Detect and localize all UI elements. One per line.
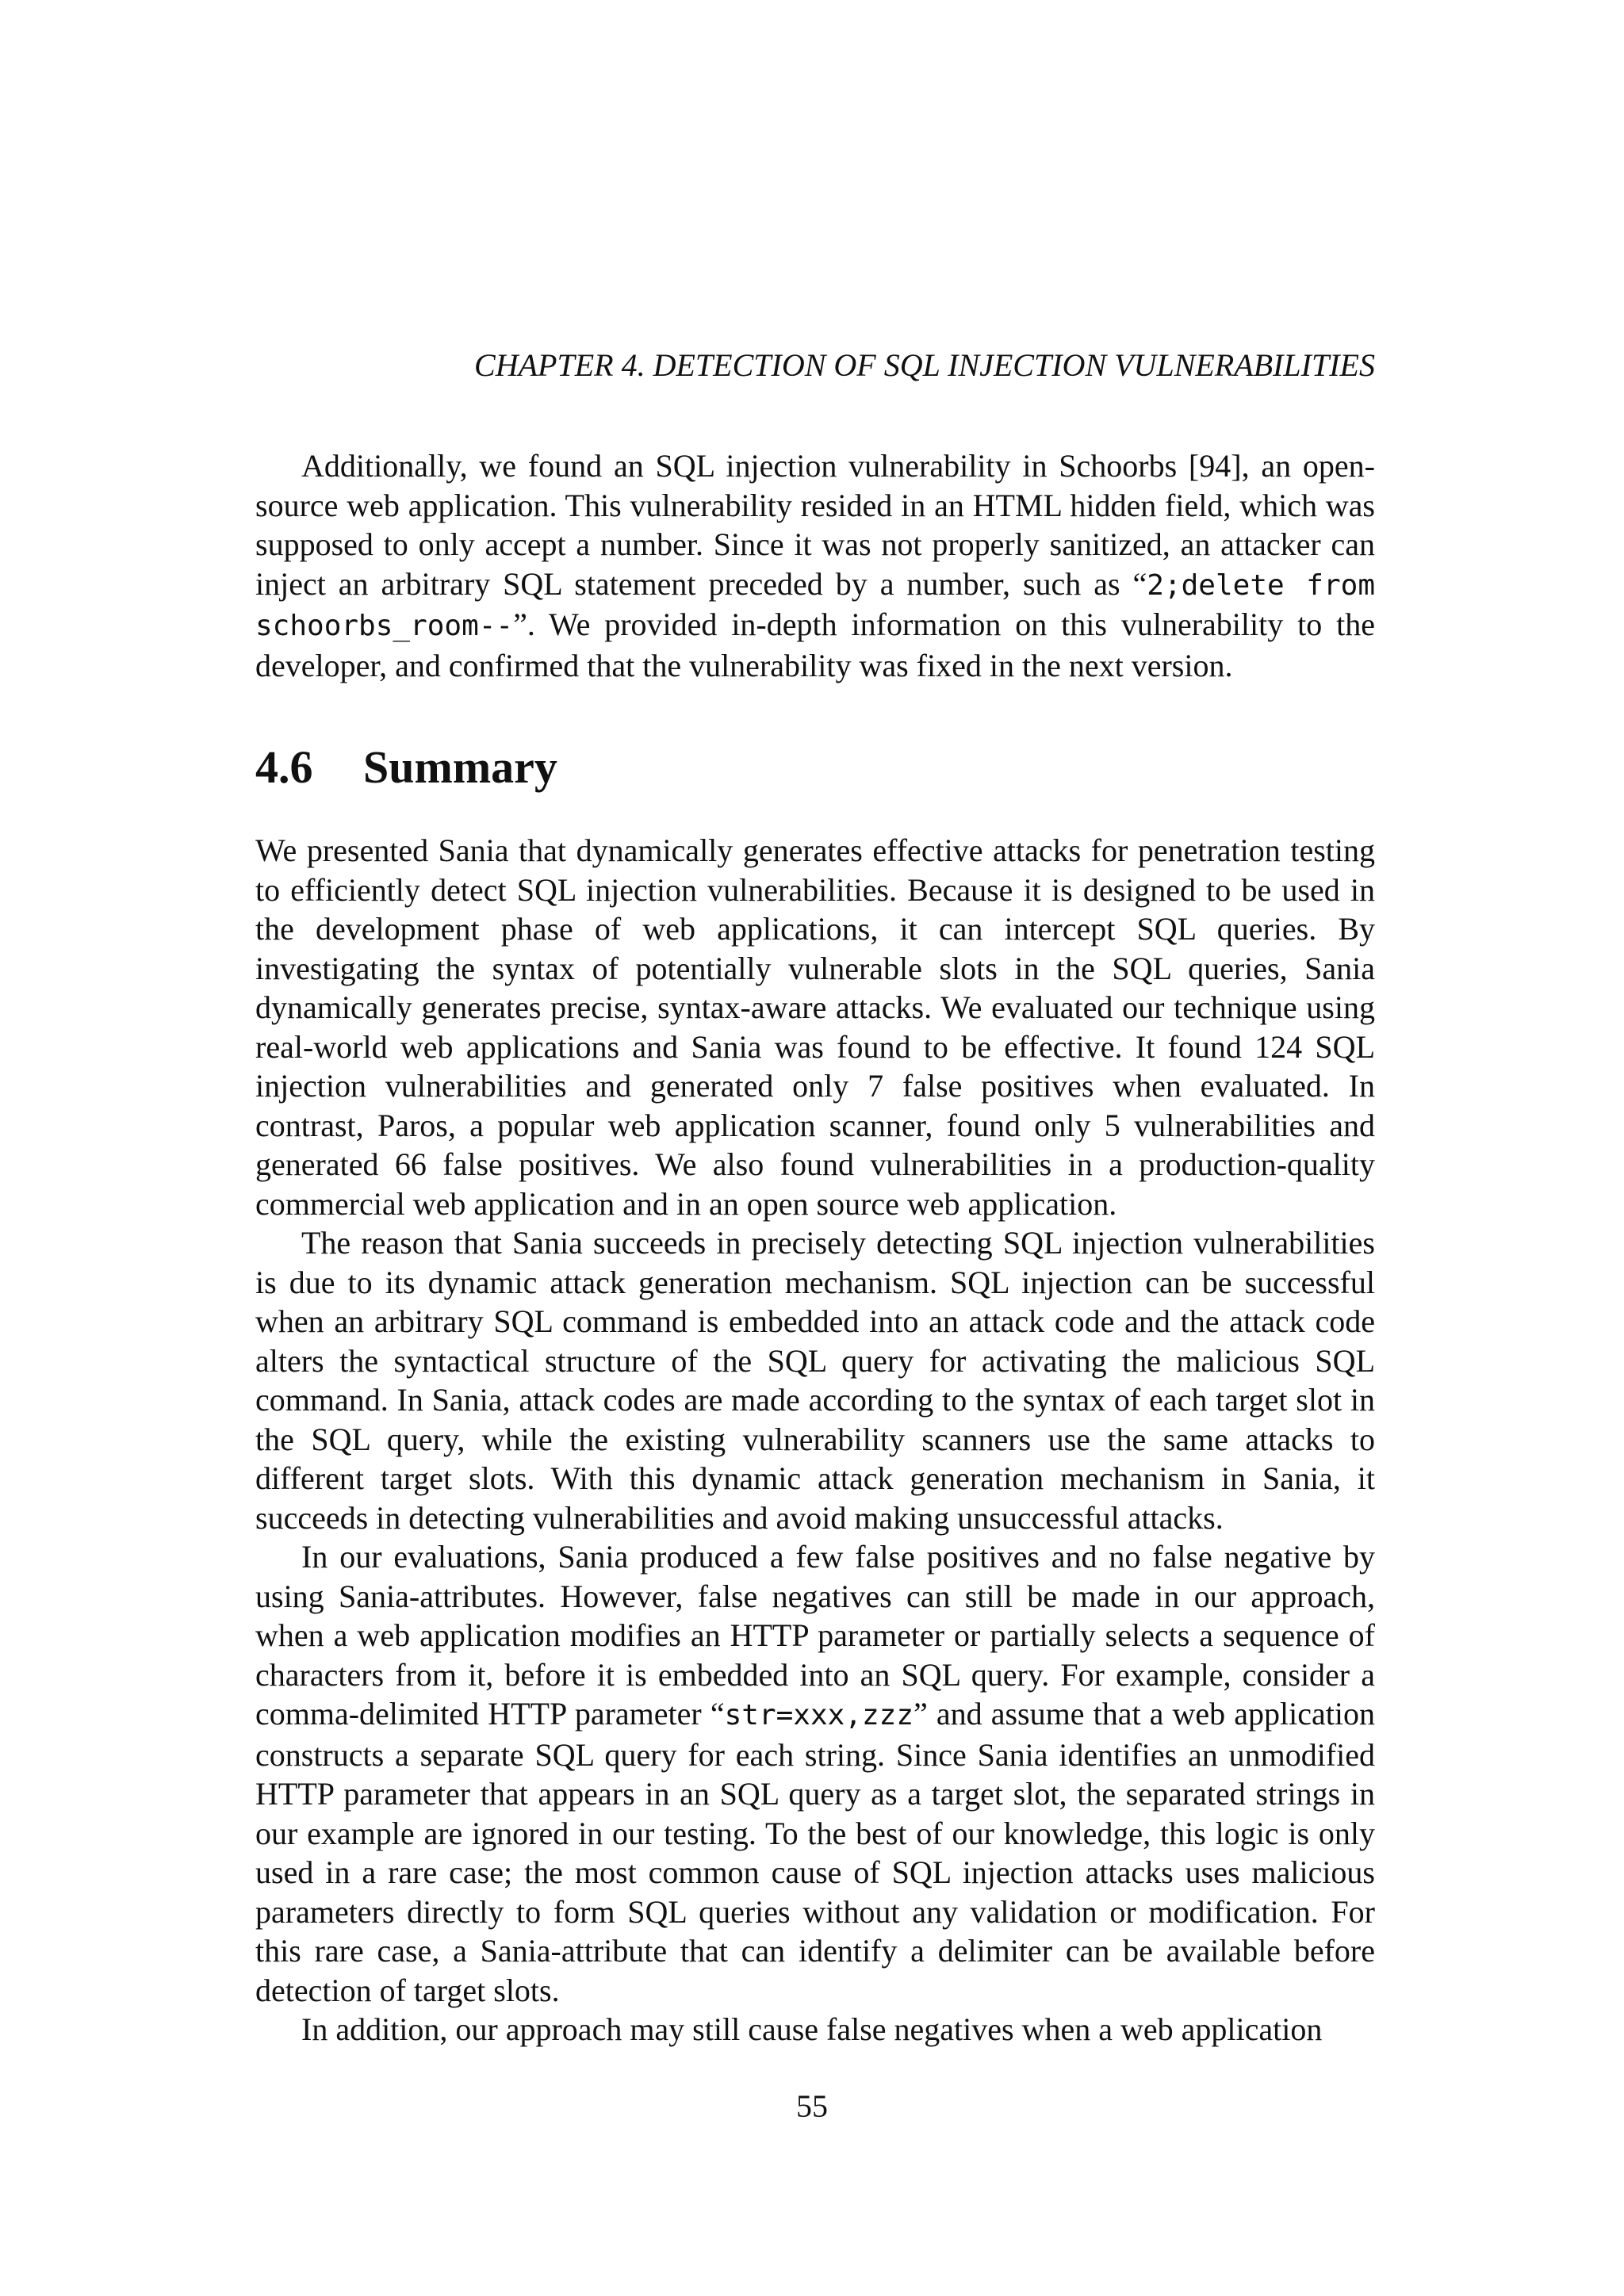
summary-paragraph-3-code: str=xxx,zzz xyxy=(724,1699,914,1732)
page-number: 55 xyxy=(796,2088,828,2124)
summary-body xyxy=(255,831,1375,2049)
intro-text-2: ”. We provided in-depth information on this vulnerability to the developer, and confirmed that the vulnerability was fixed in the next version. xyxy=(255,607,1375,683)
summary-paragraph-3-text-1: In our evaluations, Sania produced a few false positives and no false negative by using Sania-attributes. However, false negatives can still be made in our approach, when a web application modifies an HTTP parameter or partially selects a sequence of characters from it, before it is embedded into an SQL query. For example, consider a comma-delimited HTTP parameter “ xyxy=(255,1539,1375,1732)
intro-block xyxy=(255,446,1375,685)
intro-paragraph xyxy=(255,446,1375,685)
intro-code: 2;delete from schoorbs_room-- xyxy=(255,568,1375,642)
section-heading xyxy=(255,740,557,795)
section-number: 4.6 xyxy=(255,741,313,793)
summary-paragraph-3 xyxy=(255,1537,1375,2010)
summary-paragraph-2: The reason that Sania succeeds in precisely detecting SQL injection vulnerabilities is due to its dynamic attack generation mechanism. SQL injection can be successful when an arbitrary SQL command is embedded into an attack code and the attack code alters the syntactical structure of the SQL query for activating the malicious SQL command. In Sania, attack codes are made according to the syntax of each target slot in the SQL query, while the existing vulnerability scanners use the same attacks to different target slots. With this dynamic attack generation mechanism in Sania, it succeeds in detecting vulnerabilities and avoid making unsuccessful attacks. xyxy=(255,1225,1375,1536)
intro-text-1: Additionally, we found an SQL injection vulnerability in Schoorbs [94], an open-source web application. This vulnerability resided in an HTML hidden field, which was supposed to only accept a number. Since it was not properly sanitized, an attacker can inject an arbitrary SQL statement preceded by a number, such as “ xyxy=(255,448,1375,602)
section-title: Summary xyxy=(363,741,557,793)
running-head: CHAPTER 4. DETECTION OF SQL INJECTION VULNERABILITIES xyxy=(474,347,1375,383)
summary-paragraph-1: We presented Sania that dynamically generates effective attacks for penetration testing to efficiently detect SQL injection vulnerabilities. Because it is designed to be used in the development phase of web applications, it can intercept SQL queries. By investigating the syntax of potentially vulnerable slots in the SQL queries, Sania dynamically generates precise, syntax-aware attacks. We evaluated our technique using real-world web applications and Sania was found to be effective. It found 124 SQL injection vulnerabilities and generated only 7 false positives when evaluated. In contrast, Paros, a popular web application scanner, found only 5 vulnerabilities and generated 66 false positives. We also found vulnerabilities in a production-quality commercial web application and in an open source web application. xyxy=(255,832,1375,1222)
summary-paragraph-4: In addition, our approach may still cause false negatives when a web application xyxy=(301,2011,1323,2047)
summary-paragraph-3-text-2: ” and assume that a web application constructs a separate SQL query for each string. Since Sania identifies an unmodified HTTP parameter that appears in an SQL query as a target slot, the separated strings in our example are ignored in our testing. To the best of our knowledge, this logic is only used in a rare case; the most common cause of SQL injection attacks uses malicious parameters directly to form SQL queries without any validation or modification. For this rare case, a Sania-attribute that can identify a delimiter can be available before detection of target slots. xyxy=(255,1696,1375,2008)
